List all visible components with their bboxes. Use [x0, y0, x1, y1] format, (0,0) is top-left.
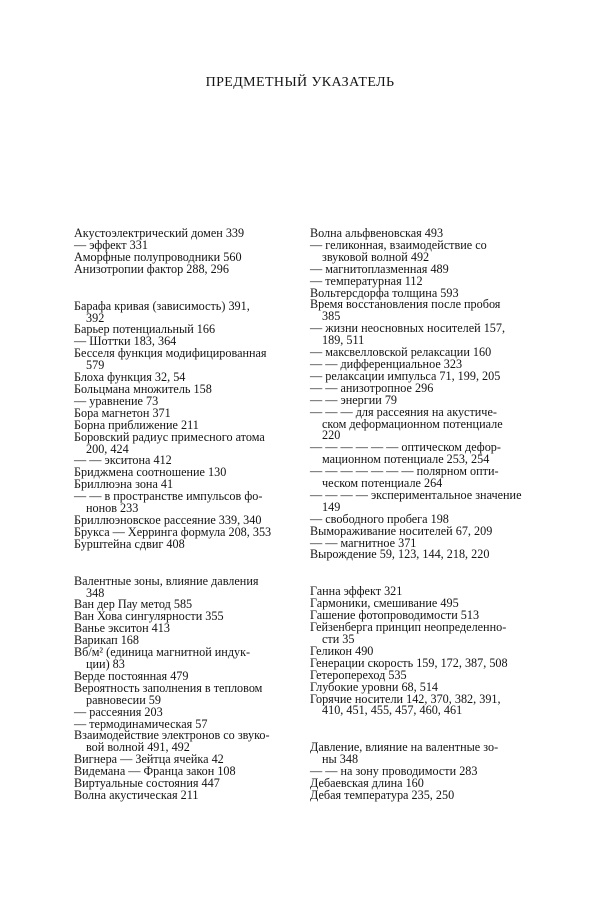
index-entry — [74, 348, 302, 372]
index-entry-text: — — магнитное 371 — [310, 535, 417, 550]
right-index-group — [310, 742, 538, 802]
index-entry-text: — магнитоплазменная 489 — [310, 261, 449, 276]
index-entry-text: — уравнение 73 — [74, 393, 159, 408]
index-entry-text: Вымораживание носителей 67, 209 — [310, 523, 493, 538]
index-entry — [74, 573, 302, 600]
index-entry — [74, 261, 302, 276]
index-entry-text: Вб/м² (единица магнитной индук- — [74, 645, 251, 660]
index-entry-text: Видемана — Франца закон 108 — [74, 764, 236, 779]
index-entry-text: — Шоттки 183, 364 — [74, 334, 177, 349]
left-index-group — [74, 573, 302, 802]
index-entry-text: Вигнера — Зейтца ячейка 42 — [74, 752, 224, 767]
index-entry-text: — геликонная, взаимодействие со — [310, 237, 487, 252]
index-entry-text: — максвелловской релаксации 160 — [310, 345, 492, 360]
index-entry-text: Больцмана множитель 158 — [74, 381, 212, 396]
index-entry-text: Акустоэлектрический домен 339 — [74, 226, 245, 240]
index-entry-text: Барафа кривая (зависимость) 391, — [74, 298, 250, 313]
index-entry-continuation: ны 348 — [322, 752, 359, 767]
index-entry-text: Виртуальные состояния 447 — [74, 776, 220, 791]
index-entry-text: — релаксации импульса 71, 199, 205 — [310, 368, 501, 383]
index-entry-text: — — — — — — оптическом дефор- — [310, 440, 501, 455]
index-entry-continuation: 149 — [322, 499, 341, 514]
index-entry-continuation: 200, 424 — [86, 441, 129, 456]
index-entry-text: — — — — экспериментальное значение — [310, 487, 522, 502]
index-entry-text: Взаимодействие электронов со звуко- — [74, 728, 270, 743]
index-entry-continuation: 410, 451, 455, 457, 460, 461 — [322, 703, 463, 718]
index-entry-text: Вероятность заполнения в тепловом — [74, 680, 263, 695]
index-entry-text: — эффект 331 — [74, 237, 148, 252]
index-entry-text: Вольтерсдорфа толщина 593 — [310, 285, 459, 300]
index-entry-text: Волна акустическая 211 — [74, 787, 199, 802]
index-entry-text: Верде постоянная 479 — [74, 668, 189, 683]
right-index-group — [310, 586, 538, 717]
index-entry — [74, 730, 302, 754]
index-entry-text: — свободного пробега 198 — [310, 511, 449, 526]
index-entry-text: Вырождение 59, 123, 144, 218, 220 — [310, 547, 490, 562]
index-entry-text: Бриллюэна зона 41 — [74, 477, 174, 492]
index-entry-text: Бриджмена соотношение 130 — [74, 465, 227, 480]
index-entry-text: — — на зону проводимости 283 — [310, 764, 478, 779]
index-entry-text: — температурная 112 — [310, 273, 423, 288]
index-entry — [310, 442, 538, 466]
index-entry-text: — — энергии 79 — [310, 392, 398, 407]
index-entry-text: Барьер потенциальный 166 — [74, 322, 216, 337]
index-entry-text: Боровский радиус примесного атома — [74, 429, 265, 444]
index-entry-text: Бора магнетон 371 — [74, 405, 171, 420]
index-entry-continuation: вой волной 491, 492 — [86, 740, 190, 755]
index-entry — [74, 787, 302, 802]
index-entry — [310, 742, 538, 766]
index-entry — [310, 466, 538, 490]
index-entry-text: Варикап 168 — [74, 633, 139, 648]
index-entry-text: Бурштейна сдвиг 408 — [74, 536, 185, 551]
index-entry-text: — термодинамическая 57 — [74, 716, 208, 731]
index-column-left — [74, 228, 302, 827]
index-entry — [74, 647, 302, 671]
index-entry-continuation: мационном потенциале 253, 254 — [322, 452, 490, 467]
index-entry-continuation: 189, 511 — [322, 333, 365, 348]
index-entry-text: Ганна эффект 321 — [310, 584, 403, 599]
index-entry-continuation: 348 — [86, 585, 105, 600]
index-entry-text: Горячие носители 142, 370, 382, 391, — [310, 691, 501, 706]
index-entry — [310, 299, 538, 323]
page-title: ПРЕДМЕТНЫЙ УКАЗАТЕЛЬ — [205, 75, 395, 90]
index-entry-text: Гейзенберга принцип неопределенно- — [310, 620, 507, 635]
index-entry-continuation: равновесии 59 — [86, 692, 161, 707]
index-entry-text: — — — для рассеяния на акустиче- — [310, 404, 497, 419]
index-entry — [310, 787, 538, 802]
index-entry-text: Давление, влияние на валентные зо- — [310, 740, 499, 755]
index-entry — [74, 536, 302, 551]
index-entry — [74, 298, 302, 325]
index-entry-text: Брукса — Херринга формула 208, 353 — [74, 524, 272, 539]
index-entry-text: Ванье экситон 413 — [74, 621, 170, 636]
index-entry-continuation: звуковой волной 492 — [322, 249, 430, 264]
index-entry-text: — — дифференциальное 323 — [310, 356, 463, 371]
index-entry-text: Анизотропии фактор 288, 296 — [74, 261, 229, 276]
index-entry-text: Дебая температура 235, 250 — [310, 787, 455, 802]
index-entry — [310, 549, 538, 561]
index-entry-text: Глубокие уровни 68, 514 — [310, 679, 439, 694]
index-entry — [310, 404, 538, 443]
index-entry-continuation: сти 35 — [322, 632, 355, 646]
index-entry-continuation: 579 — [86, 358, 105, 373]
right-index-group — [310, 228, 538, 561]
index-entry-text: — рассеяния 203 — [74, 704, 163, 719]
index-entry-text: Аморфные полупроводники 560 — [74, 249, 242, 264]
index-entry-text: Гармоники, смешивание 495 — [310, 596, 459, 611]
index-entry — [310, 237, 538, 264]
index-entry-continuation: ческом потенциале 264 — [322, 476, 443, 491]
index-entry-text: Гашение фотопроводимости 513 — [310, 608, 480, 623]
index-entry-text: Геликон 490 — [310, 643, 374, 658]
index-entry-text: Время восстановления после пробоя — [310, 297, 501, 312]
index-entry-text: Валентные зоны, влияние давления — [74, 573, 259, 588]
index-entry — [310, 691, 538, 718]
index-entry-text: Ван Хова сингулярности 355 — [74, 609, 224, 624]
left-index-group — [74, 298, 302, 551]
index-entry-continuation: 392 — [86, 310, 105, 325]
index-entry-text: — жизни неосновных носителей 157, — [310, 321, 506, 336]
index-entry-text: Бриллюэновское рассеяние 339, 340 — [74, 512, 262, 527]
index-entry-continuation: нонов 233 — [86, 501, 139, 516]
index-entry-text: Борна приближение 211 — [74, 417, 199, 432]
index-entry — [310, 622, 538, 646]
index-entry — [74, 429, 302, 456]
index-entry-continuation: 220 — [322, 428, 341, 443]
index-entry-continuation: ции) 83 — [86, 657, 125, 671]
index-entry-text: — — в пространстве импульсов фо- — [74, 489, 263, 504]
index-entry — [74, 491, 302, 515]
index-entry-text: — — анизотропное 296 — [310, 380, 434, 395]
index-entry — [310, 487, 538, 514]
index-entry-continuation: ском деформационном потенциале — [322, 416, 503, 431]
index-entry-text: Волна альфвеновская 493 — [310, 226, 444, 240]
index-entry — [310, 323, 538, 347]
index-entry-text: — — экситона 412 — [74, 453, 172, 468]
index-entry-continuation: 385 — [322, 309, 341, 324]
index-entry-text: Ван дер Пау метод 585 — [74, 597, 193, 612]
index-entry — [74, 680, 302, 707]
index-entry-text: Гетеропереход 535 — [310, 667, 407, 682]
index-entry-text: Блоха функция 32, 54 — [74, 370, 186, 385]
index-entry-text: — — — — — — — полярном опти- — [310, 464, 499, 479]
index-column-right — [310, 228, 538, 827]
index-entry-text: Генерации скорость 159, 172, 387, 508 — [310, 655, 508, 670]
index-entry-text: Бесселя функция модифицированная — [74, 346, 267, 361]
left-index-group — [74, 228, 302, 276]
index-entry-text: Дебаевская длина 160 — [310, 776, 424, 791]
